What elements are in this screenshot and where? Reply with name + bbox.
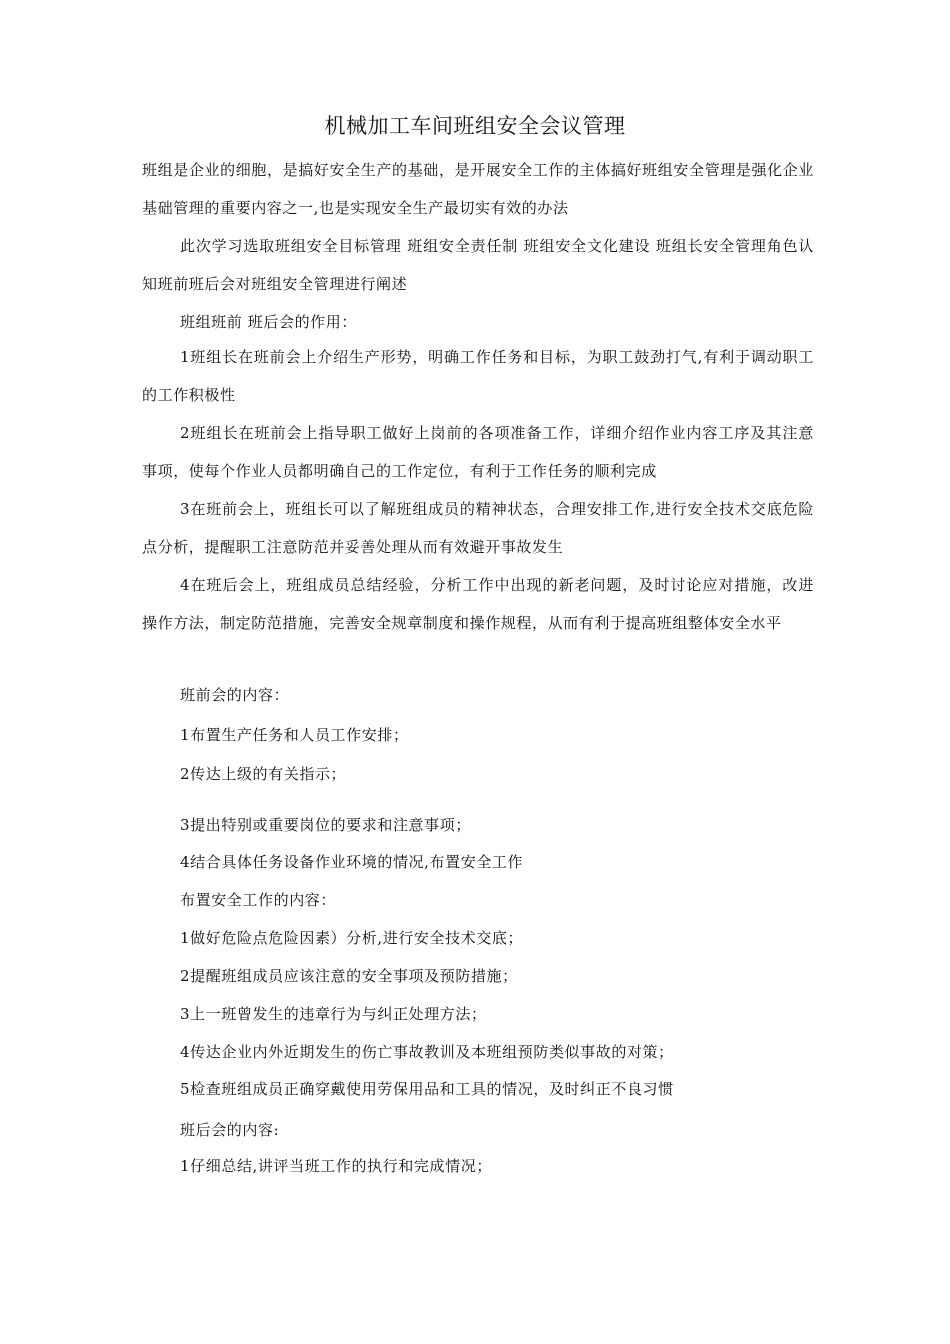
paragraph-safety-work-3: 3上一班曾发生的违章行为与纠正处理方法； (180, 1005, 487, 1023)
paragraph-heading-role: 班组班前 班后会的作用： (180, 313, 357, 331)
paragraph-heading-safety-work: 布置安全工作的内容： (180, 891, 337, 909)
paragraph-pre-shift-3: 3提出特别或重要岗位的要求和注意事项； (180, 816, 471, 834)
paragraph-safety-work-1: 1做好危险点危险因素）分析,进行安全技术交底； (180, 929, 524, 947)
paragraph-heading-post-shift: 班后会的内容: (180, 1121, 280, 1139)
document-title: 机械加工车间班组安全会议管理 (324, 114, 626, 138)
paragraph-role-3: 3在班前会上，班组长可以了解班组成员的精神状态，合理安排工作,进行安全技术交底危险点分析，提醒职工注意防范并妥善处理从而有效避开事故发生 (142, 500, 814, 556)
paragraph-post-shift-1: 1仔细总结,讲评当班工作的执行和完成情况； (180, 1157, 492, 1175)
paragraph-safety-work-4: 4传达企业内外近期发生的伤亡事故教训及本班组预防类似事故的对策； (180, 1043, 674, 1061)
paragraph-safety-work-5: 5检查班组成员正确穿戴使用劳保用品和工具的情况，及时纠正不良习惯 (180, 1080, 674, 1098)
paragraph-pre-shift-2: 2传达上级的有关指示； (180, 765, 347, 783)
paragraph-role-4: 4在班后会上，班组成员总结经验，分析工作中出现的新老问题，及时讨论应对措施，改进操作方法，制定防范措施，完善安全规章制度和操作规程，从而有利于提高班组整体安全水平 (142, 576, 814, 632)
paragraph-study-scope: 此次学习选取班组安全目标管理 班组安全责任制 班组安全文化建设 班组长安全管理角色认知班前班后会对班组安全管理进行阐述 (142, 237, 814, 293)
paragraph-role-1: 1班组长在班前会上介绍生产形势，明确工作任务和目标，为职工鼓劲打气,有利于调动职工的工作积极性 (142, 348, 814, 404)
paragraph-heading-pre-shift: 班前会的内容： (180, 686, 290, 704)
paragraph-intro: 班组是企业的细胞，是搞好安全生产的基础，是开展安全工作的主体搞好班组安全管理是强化企业基础管理的重要内容之一,也是实现安全生产最切实有效的办法 (142, 161, 814, 217)
paragraph-pre-shift-1: 1布置生产任务和人员工作安排； (180, 726, 409, 744)
paragraph-role-2: 2班组长在班前会上指导职工做好上岗前的各项准备工作，详细介绍作业内容工序及其注意事项，使每个作业人员都明确自己的工作定位，有利于工作任务的顺利完成 (142, 424, 814, 480)
paragraph-pre-shift-4: 4结合具体任务设备作业环境的情况,布置安全工作 (180, 853, 524, 871)
paragraph-safety-work-2: 2提醒班组成员应该注意的安全事项及预防措施； (180, 967, 518, 985)
